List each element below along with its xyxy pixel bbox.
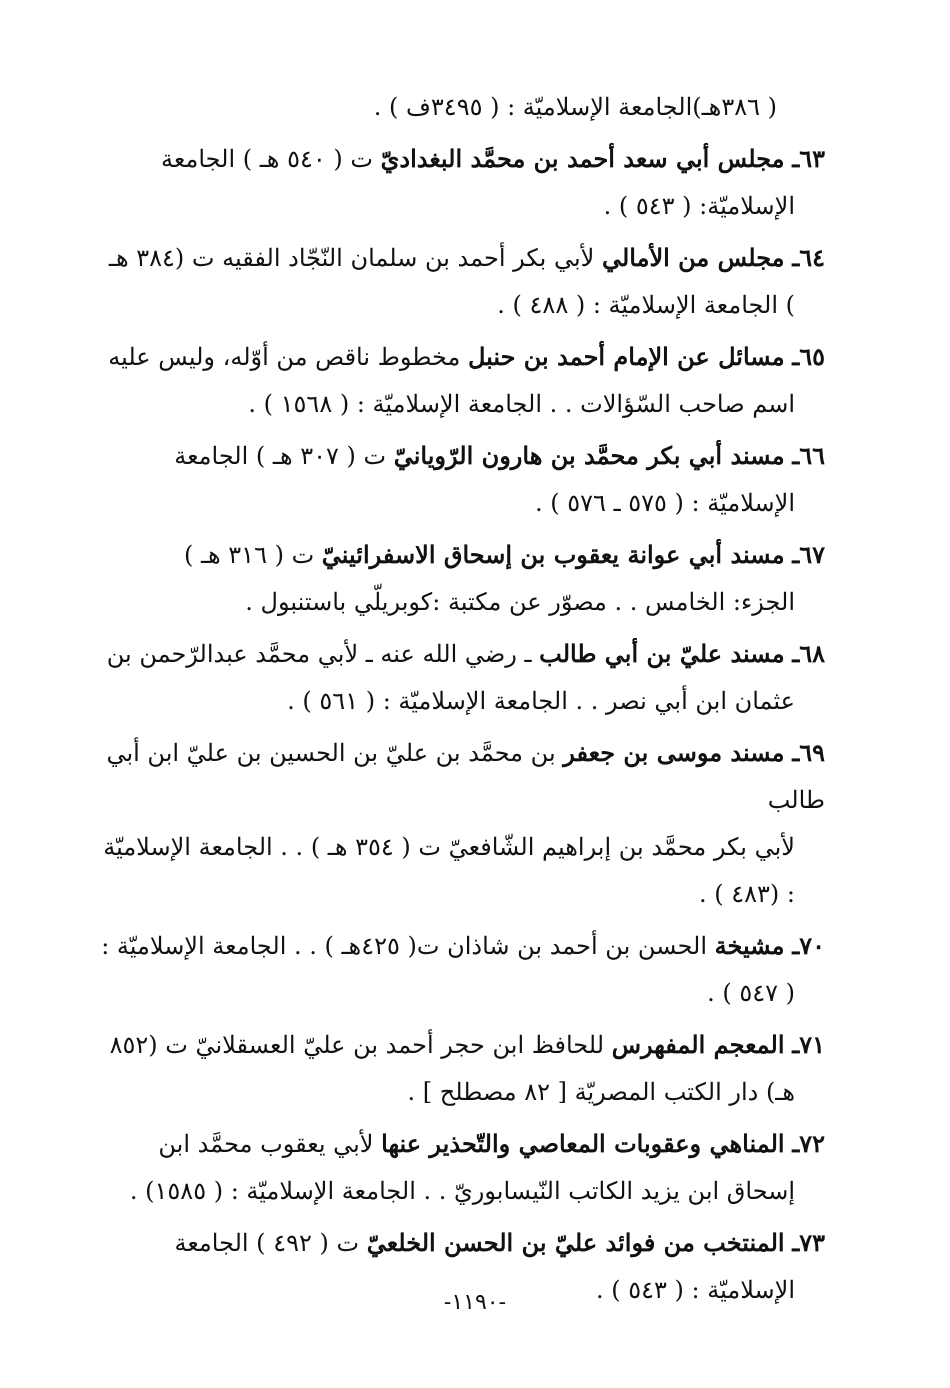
bibliography-entry (100, 234, 825, 329)
entry-details: ت ( ٣١٦ هـ ) (183, 541, 322, 569)
entry-number: ٧١ـ (792, 1030, 825, 1059)
entry-number: ٦٦ـ (792, 441, 825, 470)
bibliography-entry (100, 630, 825, 725)
entry-continuation: ( ٥٤٧ ) . (707, 979, 795, 1007)
bibliography-entry (100, 135, 825, 230)
bibliography-list (100, 84, 825, 1318)
entry-continuation: عثمان ابن أبي نصر . . الجامعة الإسلاميّة : ( ٥٦١ ) . (287, 687, 795, 715)
bibliography-entry (100, 729, 825, 918)
entry-title: مشيخة (714, 931, 785, 960)
page-number: -١١٩٠- (443, 1290, 507, 1315)
entry-number: ٦٧ـ (792, 540, 825, 569)
entry-continuation: اسم صاحب السّؤالات . . الجامعة الإسلاميّة : ( ١٥٦٨ ) . (248, 390, 795, 418)
entry-title: المناهي وعقوبات المعاصي والتّحذير عنها (381, 1129, 785, 1158)
continued-entry-line: ( ٣٨٦هـ)الجامعة الإسلاميّة : ( ٣٤٩٥ف ) . (373, 93, 777, 121)
entry-continuation: لأبي بكر محمَّد بن إبراهيم الشّافعيّ ت ( ٣٥٤ هـ ) . . الجامعة الإسلاميّة : (٤٨٣ ) . (103, 833, 795, 908)
entry-details: الحسن بن أحمد بن شاذان ت( ٤٢٥هـ ) . . الجامعة الإسلاميّة : (101, 932, 715, 960)
entry-continuation: ) الجامعة الإسلاميّة : ( ٤٨٨ ) . (497, 291, 795, 319)
entry-continuation: الإسلاميّة : ( ٥٧٥ ـ ٥٧٦ ) . (535, 489, 795, 517)
entry-details: ت ( ٤٩٢ ) الجامعة (174, 1229, 367, 1257)
entry-title: المعجم المفهرس (611, 1030, 785, 1059)
entry-continuation: الجزء: الخامس . . مصوّر عن مكتبة :كوبريلّي باستنبول . (245, 588, 795, 616)
entry-number: ٦٤ـ (792, 243, 825, 272)
bibliography-entry (100, 531, 825, 626)
entry-title: مسند عليّ بن أبي طالب (539, 639, 785, 668)
entry-continuation: إسحاق ابن يزيد الكاتب النّيسابوريّ . . الجامعة الإسلاميّة : ( ١٥٨٥) . (129, 1177, 795, 1205)
entry-details: لأبي يعقوب محمَّد ابن (158, 1130, 382, 1158)
entry-title: مسائل عن الإمام أحمد بن حنبل (467, 342, 785, 371)
entry-title: مسند موسى بن جعفر (563, 738, 785, 767)
entry-details: لأبي بكر أحمد بن سلمان النّجّاد الفقيه ت (٣٨٤ هـ (108, 244, 602, 272)
bibliography-entry (100, 333, 825, 428)
entry-title: مجلس أبي سعد أحمد بن محمَّد البغداديّ (380, 144, 785, 173)
entry-title: مجلس من الأمالي (601, 243, 785, 272)
entry-details: مخطوط ناقص من أوّله، وليس عليه (108, 343, 468, 371)
entry-continuation: الإسلاميّة : ( ٥٤٣ ) . (595, 1276, 795, 1304)
entry-number: ٦٣ـ (792, 144, 825, 173)
entry-details: ـ رضي الله عنه ـ لأبي محمَّد عبدالرّحمن بن (106, 640, 540, 668)
entry-number: ٦٨ـ (792, 639, 825, 668)
entry-details: ت ( ٣٠٧ هـ ) الجامعة (174, 442, 394, 470)
entry-number: ٧٣ـ (792, 1228, 825, 1257)
entry-title: مسند أبي بكر محمَّد بن هارون الرّويانيّ (393, 441, 785, 470)
entry-continuation: هـ) دار الكتب المصريّة [ ٨٢ مصطلح ] . (407, 1078, 795, 1106)
bibliography-entry (100, 432, 825, 527)
entry-number: ٧٠ـ (792, 931, 825, 960)
entry-details: بن محمَّد بن عليّ بن الحسين بن عليّ ابن أبي طالب (106, 739, 825, 814)
bibliography-entry (100, 1021, 825, 1116)
entry-title: مسند أبي عوانة يعقوب بن إسحاق الاسفرائينيّ (321, 540, 785, 569)
bibliography-entry (100, 1120, 825, 1215)
bibliography-entry (100, 922, 825, 1017)
entry-continuation: الإسلاميّة: ( ٥٤٣ ) . (603, 192, 795, 220)
entry-details: ت ( ٥٤٠ هـ ) الجامعة (161, 145, 381, 173)
entry-number: ٧٢ـ (792, 1129, 825, 1158)
entries-container (100, 135, 825, 1314)
entry-number: ٦٩ـ (792, 738, 825, 767)
entry-number: ٦٥ـ (792, 342, 825, 371)
entry-details: للحافظ ابن حجر أحمد بن عليّ العسقلانيّ ت (٨٥٢ (109, 1031, 612, 1059)
entry-title: المنتخب من فوائد عليّ بن الحسن الخلعيّ (366, 1228, 785, 1257)
